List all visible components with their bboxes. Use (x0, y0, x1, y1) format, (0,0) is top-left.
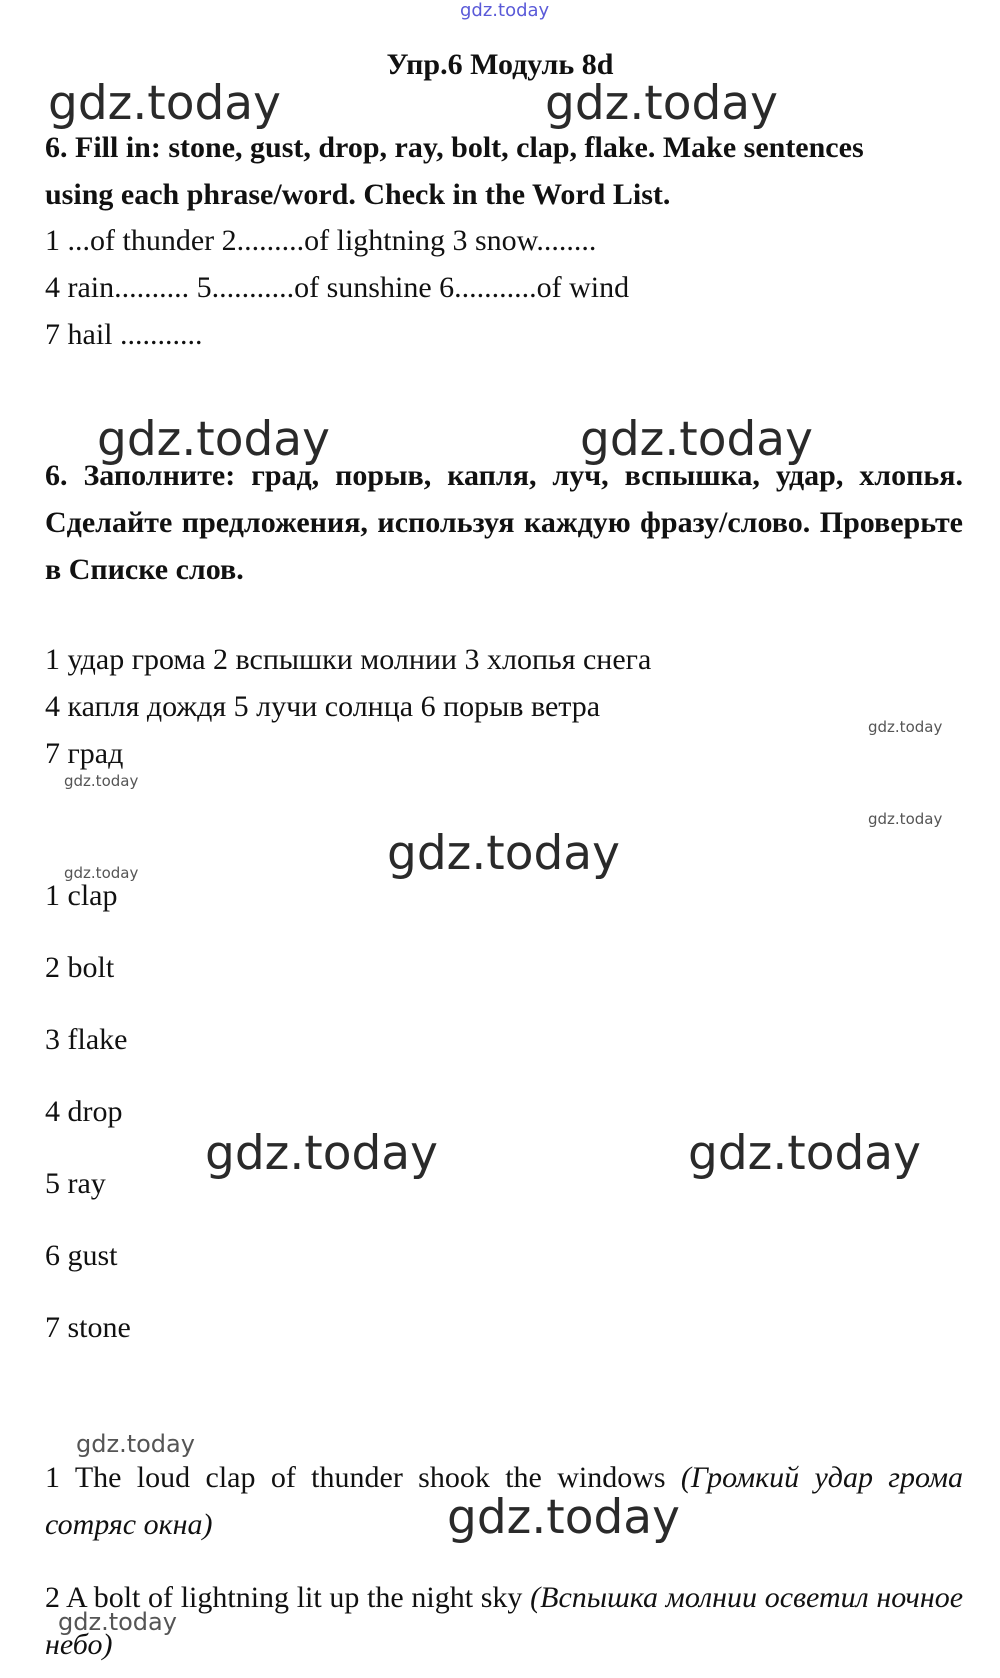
watermark: gdz.today (64, 772, 139, 790)
watermark: gdz.today (97, 412, 330, 467)
watermark: gdz.today (447, 1490, 680, 1545)
watermark: gdz.today (76, 1430, 195, 1458)
watermark: gdz.today (48, 76, 281, 131)
answer-item: 2 bolt (45, 951, 115, 984)
watermark: gdz.today (580, 412, 813, 467)
task-ru-item: 4 капля дождя 5 лучи солнца 6 порыв ветра (45, 690, 601, 723)
watermark: gdz.today (460, 0, 550, 21)
answer-item: 7 stone (45, 1311, 131, 1344)
example-sentence (45, 1454, 963, 1548)
task-ru-paragraph: 6. Заполните: град, порыв, капля, луч, вспышка, удар, хлопья. Сделайте предложения, используя каждую фразу/слово. Проверьте в Списке слов. (45, 459, 963, 586)
answer-item: 5 ray (45, 1167, 106, 1200)
answer-item: 4 drop (45, 1095, 123, 1128)
sentence-ru: (Вспышка молнии осветил ночное небо) (45, 1581, 964, 1661)
page-title: Упр.6 Модуль 8d (386, 48, 614, 81)
task-en-item: 4 rain.......... 5...........of sunshine 6...........of wind (45, 271, 630, 304)
answer-item: 1 clap (45, 879, 118, 912)
sentence-en: 1 The loud clap of thunder shook the windows (45, 1461, 666, 1494)
watermark: gdz.today (387, 826, 620, 881)
sentence-en: 2 A bolt of lightning lit up the night sky (45, 1581, 523, 1614)
task-ru-item: 7 град (45, 737, 124, 770)
task-en-item: 7 hail ........... (45, 318, 203, 351)
watermark: gdz.today (688, 1126, 921, 1181)
watermark: gdz.today (64, 864, 139, 882)
watermark: gdz.today (545, 76, 778, 131)
answer-item: 3 flake (45, 1023, 128, 1056)
sentence-ru: (Громкий удар грома сотряс окна) (45, 1461, 964, 1541)
task-en-line: using each phrase/word. Check in the Word List. (45, 178, 671, 211)
answer-item: 6 gust (45, 1239, 118, 1272)
task-en-line: 6. Fill in: stone, gust, drop, ray, bolt, clap, flake. Make sentences (45, 131, 864, 164)
task-en-item: 1 ...of thunder 2.........of lightning 3 snow........ (45, 224, 597, 257)
task-ru-item: 1 удар грома 2 вспышки молнии 3 хлопья снега (45, 643, 652, 676)
watermark: gdz.today (868, 810, 943, 828)
watermark: gdz.today (868, 718, 943, 736)
watermark: gdz.today (205, 1126, 438, 1181)
example-sentence (45, 1574, 963, 1668)
watermark: gdz.today (58, 1608, 177, 1636)
